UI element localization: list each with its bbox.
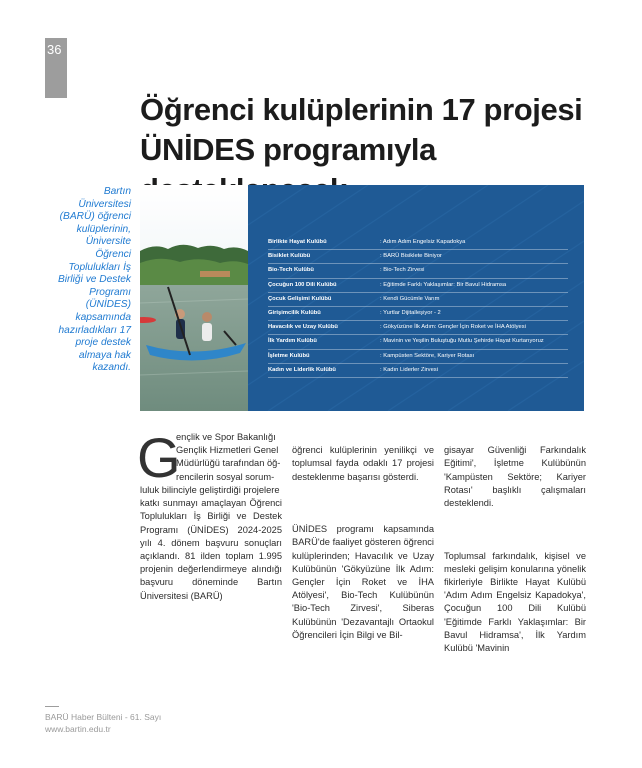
article-text-col3: [444, 431, 586, 668]
club-project: : Adım Adım Engelsiz Kapadokya: [380, 239, 466, 245]
club-name: İlk Yardım Kulübü: [268, 338, 317, 345]
club-name: Bisiklet Kulübü: [268, 253, 311, 260]
club-projects-table: [268, 236, 568, 378]
club-row: [268, 307, 568, 321]
club-row: [268, 293, 568, 307]
club-name: Çocuk Gelişimi Kulübü: [268, 295, 332, 302]
club-name: İşletme Kulübü: [268, 352, 310, 359]
article-paragraph: ÜNİDES programı kapsamında BARÜ'de faaliyet gösteren öğrenci kulüplerinden; Havacılık ve Uzay Kulübünün 'Gökyüzüne İlk Adım: Gençler İçin Roket ve İHA Atölyesi', Bio-Tech Kulübünün 'Bio-Tech Zirvesi', Siberas Kulübünün 'Dezavantajlı Ortaokul Öğrencileri İçin Bilgi ve Bil-: [292, 524, 434, 640]
article-paragraph: öğrenci kulüplerinin yenilikçi ve toplumsal fayda odaklı 17 projesi desteklenme başarısı gösterdi.: [292, 445, 434, 482]
club-row: [268, 264, 568, 278]
club-project: : Mavinin ve Yeşilin Buluştuğu Mutlu Şehirde Hayat Kurtarıyoruz: [380, 338, 544, 345]
article-paragraph: gisayar Güvenliği Farkındalık Eğitimi', İşletme Kulübünün 'Kampüsten Sektöre; Kariyer Rotası' başlıklı çalışmaları desteklendi.: [444, 445, 586, 509]
page-number: 36: [47, 42, 62, 57]
club-row: [268, 279, 568, 293]
club-project: : Kampüsten Sektöre, Kariyer Rotası: [380, 352, 475, 359]
footer-publication: BARÜ Haber Bülteni - 61. Sayı: [45, 712, 162, 722]
club-project: : Eğitimde Farklı Yaklaşımlar: Bir Bavul Hidramsa: [380, 281, 507, 288]
club-name: Birlikte Hayat Kulübü: [268, 239, 327, 245]
article-paragraph: Toplumsal farkındalık, kişisel ve mesleki gelişim konularına yönelik fikirleriyle Birlikte Hayat Kulübü 'Adım Adım Engelsiz Kapadokya', Çocuğun 100 Dili Kulübü 'Eğitimde Farklı Yaklaşımlar: Bir Bavul Hidramsa', İlk Yardım Kulübü 'Mavinin: [444, 550, 586, 654]
club-name: Çocuğun 100 Dili Kulübü: [268, 281, 337, 288]
club-project: : Gökyüzüne İlk Adım: Gençler İçin Roket ve İHA Atölyesi: [380, 324, 526, 331]
club-name: Kadın ve Liderlik Kulübü: [268, 366, 336, 373]
club-row: [268, 250, 568, 264]
footer-website[interactable]: www.bartin.edu.tr: [45, 724, 111, 734]
kayak-photo: [140, 185, 248, 411]
club-name: Havacılık ve Uzay Kulübü: [268, 324, 338, 331]
club-name: Girişimcilik Kulübü: [268, 309, 321, 316]
club-project: : Kadın Liderler Zirvesi: [380, 366, 438, 373]
club-project: : BARÜ Bisiklete Biniyor: [380, 253, 442, 260]
club-project: : Kendi Gücümle Varım: [380, 295, 440, 302]
kayak-photo-illustration: [140, 185, 248, 411]
club-row: [268, 350, 568, 364]
side-quote: Bartın Üniversitesi (BARÜ) öğrenci kulüplerinin, Üniversite Öğrenci Toplulukları İş Birliği ve Destek Programı (ÜNİDES) kapsamında hazırladıkları 17 proje destek almaya hak kazandı.: [57, 186, 131, 374]
article-text-col2: [292, 431, 434, 655]
article-text-col1-top: ençlik ve Spor Bakanlığı Gençlik Hizmetleri Genel Müdürlüğü tarafından öğ- rencilerin sosyal sorum-: [176, 432, 281, 482]
club-row: [268, 321, 568, 335]
club-row: [268, 236, 568, 250]
club-name: Bio-Tech Kulübü: [268, 267, 314, 274]
article-text-col1-bottom: luluk bilinciyle geliştirdiği projelere katkı sunmayı amaçlayan Öğrenci Toplulukları İş Birliği ve Destek Programı (ÜNİDES) 2024-2025 yılı 4. dönem başvuru sonuçları açıklandı. 81 ilden toplam 1.995 projenin değerlendirmeye alındığı başvuru döneminde Bartın Üniversitesi (BARÜ): [140, 485, 282, 601]
club-row: [268, 335, 568, 349]
club-row: [268, 364, 568, 378]
club-project: : Yurtlar Dijitalleşiyor - 2: [380, 309, 441, 316]
club-project: : Bio-Tech Zirvesi: [380, 267, 425, 274]
headline: Öğrenci kulüplerinin 17 projesi ÜNİDES programıyla: [140, 92, 583, 167]
dropcap-letter: G: [137, 426, 181, 489]
footer-rule: [45, 706, 59, 707]
